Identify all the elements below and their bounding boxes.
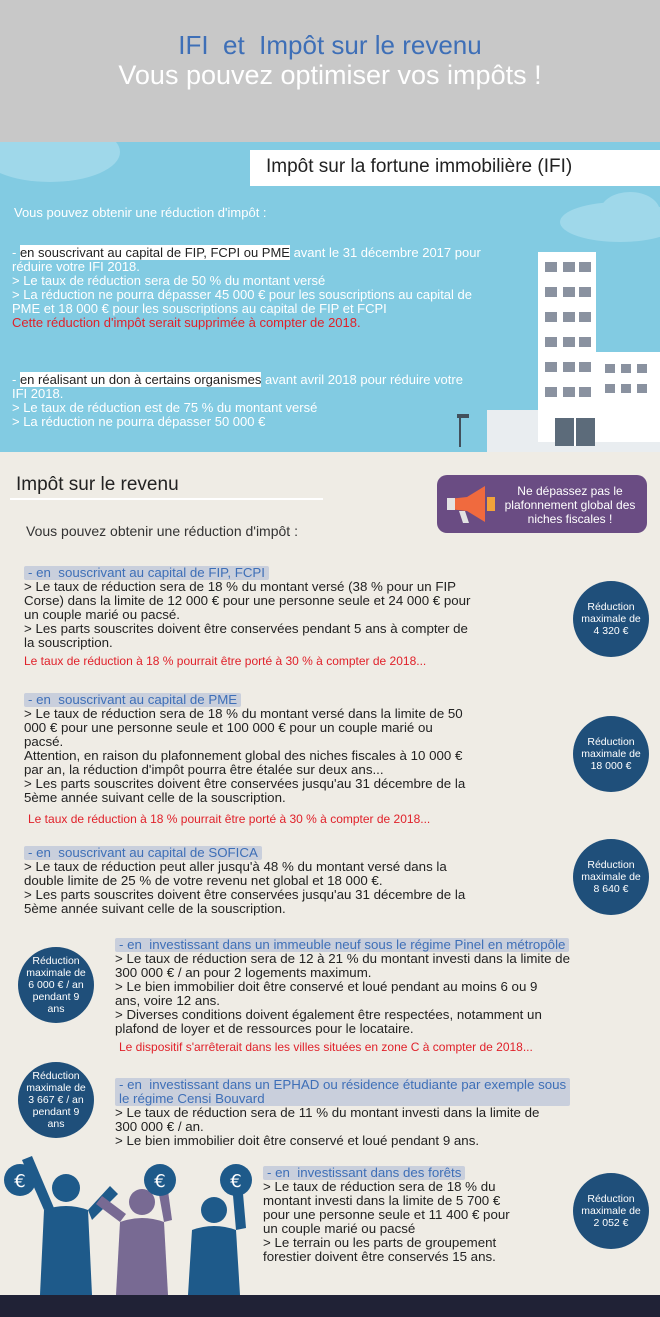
item-heading: - en investissant dans des forêts bbox=[263, 1166, 465, 1180]
ifi-section bbox=[0, 142, 660, 452]
ifi-item-fip bbox=[12, 246, 502, 330]
revenue-title: Impôt sur le revenu bbox=[16, 474, 179, 495]
ifi-title-box bbox=[250, 150, 660, 186]
item-body: > Le taux de réduction sera de 11 % du montant investi dans la limite de 300 000 € / an. > Le bien immobilier doit être conservé et loué pendant 9 ans. bbox=[115, 1105, 540, 1148]
ifi-title: Impôt sur la fortune immobilière (IFI) bbox=[266, 156, 573, 177]
item-heading: - en investissant dans un EPHAD ou résidence étudiante par exemple sous le régime Censi Bouvard bbox=[115, 1078, 570, 1106]
revenue-item-fip-fcpi bbox=[24, 566, 564, 668]
footer-bar bbox=[0, 1295, 660, 1317]
badge-text: Réduction maximale de 3 667 € / an pendant 9 ans bbox=[26, 1070, 86, 1130]
reduction-badge bbox=[573, 581, 649, 657]
ifi-item-prefix: - bbox=[12, 372, 20, 387]
revenue-item-pinel bbox=[115, 938, 660, 1054]
ifi-item-text: avant le 31 décembre 2017 pour réduire votre IFI 2018. bbox=[12, 245, 481, 274]
building-icon bbox=[455, 242, 660, 452]
item-heading: - en souscrivant au capital de PME bbox=[24, 693, 241, 707]
item-heading: - en investissant dans un immeuble neuf sous le régime Pinel en métropôle bbox=[115, 938, 569, 952]
badge-text: Réduction maximale de 18 000 € bbox=[581, 736, 641, 772]
item-note: Le dispositif s'arrêterait dans les villes situées en zone C à compter de 2018... bbox=[119, 1040, 533, 1054]
reduction-badge bbox=[573, 1173, 649, 1249]
ifi-item-line: > Le taux de réduction est de 75 % du montant versé bbox=[12, 400, 318, 415]
badge-text: Réduction maximale de 2 052 € bbox=[581, 1193, 641, 1229]
badge-text: Réduction maximale de 8 640 € bbox=[581, 859, 641, 895]
ifi-item-text: avant avril 2018 pour réduire votre IFI 2018. bbox=[12, 372, 463, 401]
svg-text:€: € bbox=[154, 1171, 166, 1192]
badge-text: Réduction maximale de 4 320 € bbox=[581, 601, 641, 637]
item-note: Le taux de réduction à 18 % pourrait être porté à 30 % à compter de 2018... bbox=[24, 654, 427, 668]
ifi-item-line: > La réduction ne pourra dépasser 45 000 € pour les souscriptions au capital de PME et 18 000 € pour les souscriptions au capital de FIP et FCPI bbox=[12, 287, 472, 316]
megaphone-icon bbox=[445, 483, 497, 525]
ifi-item-line: > La réduction ne pourra dépasser 50 000 € bbox=[12, 414, 266, 429]
plafond-callout bbox=[437, 475, 647, 533]
revenue-item-forets bbox=[263, 1166, 563, 1264]
item-body: > Le taux de réduction sera de 18 % du montant versé dans la limite de 50 000 € pour une personne seule et 100 000 € pour un couple marié ou pacsé. Attention, en raison du plafonnement global des niches fiscales à 10 000 € par an, la réduction d'impôt pourra être étalée sur deux ans... > Les parts souscrites doivent être conservées jusqu'au 31 décembre de la 5ème année suivant celle de la souscription. bbox=[24, 706, 466, 805]
people-money-icon bbox=[0, 1150, 260, 1295]
reduction-badge bbox=[18, 1062, 94, 1138]
reduction-badge bbox=[573, 716, 649, 792]
item-heading: - en souscrivant au capital de FIP, FCPI bbox=[24, 566, 269, 580]
item-body: > Le taux de réduction peut aller jusqu'à 48 % du montant versé dans la double limite de 25 % de votre revenu net global et 18 000 €. > Les parts souscrites doivent être conservées jusqu'au 31 décembre de la 5ème année suivant celle de la souscription. bbox=[24, 859, 466, 916]
item-heading: - en souscrivant au capital de SOFICA bbox=[24, 846, 262, 860]
title-line-2: Vous pouvez optimiser vos impôts ! bbox=[118, 60, 542, 90]
ifi-item-line: > Le taux de réduction sera de 50 % du montant versé bbox=[12, 273, 326, 288]
revenue-item-censi-bouvard bbox=[115, 1078, 660, 1148]
item-note: Le taux de réduction à 18 % pourrait être porté à 30 % à compter de 2018... bbox=[28, 812, 431, 826]
title-line-1: IFI et Impôt sur le revenu bbox=[178, 30, 482, 60]
revenue-intro: Vous pouvez obtenir une réduction d'impôt : bbox=[26, 523, 298, 539]
svg-text:€: € bbox=[14, 1171, 26, 1192]
cloud-decoration bbox=[600, 192, 660, 232]
ifi-item-highlight: en réalisant un don à certains organismes bbox=[19, 372, 262, 387]
revenue-title-underline bbox=[10, 498, 323, 500]
ifi-item-don bbox=[12, 373, 472, 429]
ifi-item-note: Cette réduction d'impôt serait supprimée à compter de 2018. bbox=[12, 315, 361, 330]
page-header bbox=[0, 0, 660, 142]
badge-text: Réduction maximale de 6 000 € / an pendant 9 ans bbox=[26, 955, 86, 1015]
revenue-item-pme bbox=[24, 693, 564, 826]
reduction-badge bbox=[18, 947, 94, 1023]
item-body: > Le taux de réduction sera de 18 % du montant versé (38 % pour un FIP Corse) dans la limite de 12 000 € pour une personne seule et 24 000 € pour un couple marié ou pacsé. > Les parts souscrites doivent être conservées pendant 5 ans à compter de la souscription. bbox=[24, 579, 471, 650]
cloud-decoration bbox=[0, 142, 120, 182]
reduction-badge bbox=[573, 839, 649, 915]
item-body: > Le taux de réduction sera de 12 à 21 % du montant investi dans la limite de 300 000 € / an pour 2 logements maximum. > Le bien immobilier doit être conservé et loué pendant au moins 6 ou 9 ans, voire 12 ans. > Diverses conditions doivent également être respectées, notamment un plafond de loyer et de ressources pour le locataire. bbox=[115, 951, 570, 1036]
ifi-intro: Vous pouvez obtenir une réduction d'impôt : bbox=[14, 205, 267, 220]
plafond-text: Ne dépassez pas le plafonnement global des niches fiscales ! bbox=[504, 484, 636, 526]
revenue-item-sofica bbox=[24, 846, 564, 916]
item-body: > Le taux de réduction sera de 18 % du montant investi dans la limite de 5 700 € pour une personne seule et 11 400 € pour un couple marié ou pacsé > Le terrain ou les parts de groupement forestier doivent être conservés 15 ans. bbox=[263, 1179, 510, 1264]
ifi-item-highlight: en souscrivant au capital de FIP, FCPI ou PME bbox=[19, 245, 290, 260]
ifi-item-prefix: - bbox=[12, 245, 20, 260]
svg-text:€: € bbox=[230, 1171, 242, 1192]
